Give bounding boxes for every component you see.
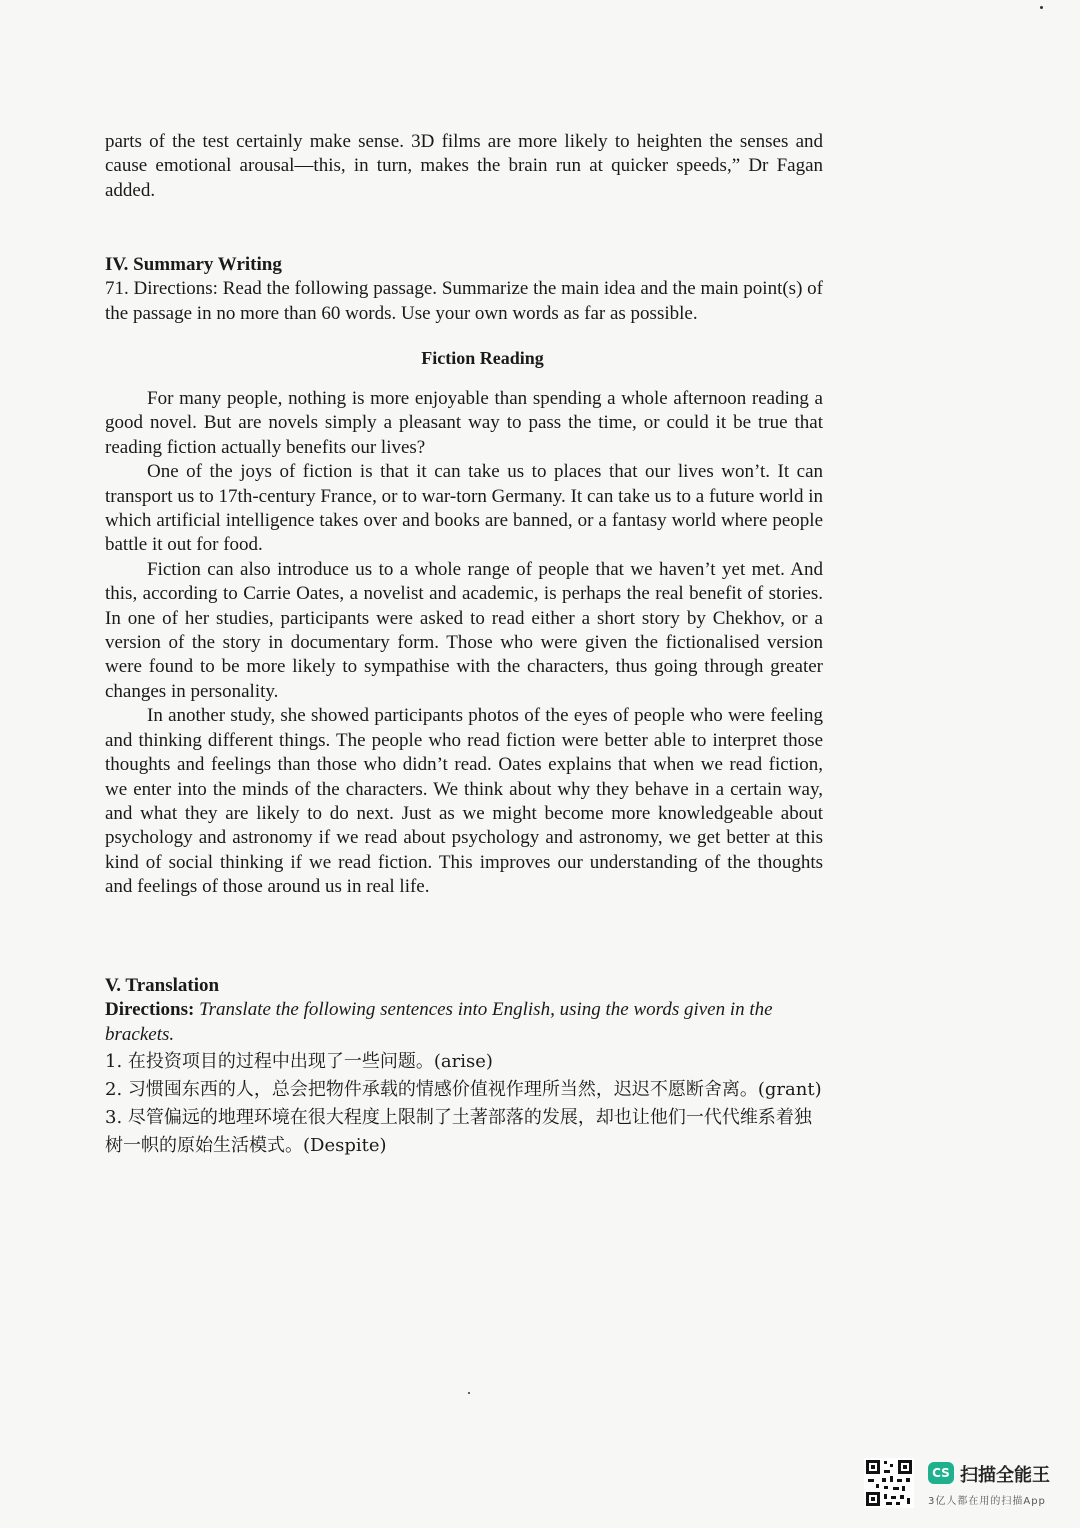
translation-items bbox=[105, 1048, 823, 1160]
section-summary-writing bbox=[105, 253, 823, 326]
cs-logo-icon: CS bbox=[928, 1462, 954, 1484]
passage-paragraph-3: Fiction can also introduce us to a whole range of people that we haven’t yet met. And this, according to Carrie Oates, a novelist and academic, is perhaps the real benefit of stories. In one of her studies, participants were asked to read either a short story by Chekhov, or a version of the story in documentary form. Those who were given the fictionalised version were found to be more likely to sympathise with the characters, thus going through greater changes in personality. bbox=[105, 558, 823, 702]
section-5-heading: V. Translation bbox=[105, 975, 220, 996]
translation-item-1: 1. 在投资项目的过程中出现了一些问题。(arise) bbox=[105, 1051, 493, 1072]
section-5-directions bbox=[105, 998, 823, 1047]
qr-code-icon bbox=[864, 1458, 914, 1508]
directions-text: Translate the following sentences into English, using the words given in the brackets. bbox=[105, 999, 773, 1045]
section-4-directions: 71. Directions: Read the following passage. Summarize the main idea and the main point(s) of the passage in no more than 60 words. Use your own words as far as possible. bbox=[105, 278, 823, 324]
section-translation bbox=[105, 974, 823, 1047]
passage-paragraph-2: One of the joys of fiction is that it can take us to places that our lives won’t. It can transport us to 17th-century France, or to war-torn Germany. It can take us to a future world in which artificial intelligence takes over and books are banned, or a fantasy world where people battle it out for food. bbox=[105, 461, 823, 556]
intro-paragraph: parts of the test certainly make sense. 3D films are more likely to heighten the senses and cause emotional arousal—this, in turn, makes the brain run at quicker speeds,” Dr Fagan added. bbox=[105, 131, 823, 201]
passage-body bbox=[105, 387, 823, 900]
section-4-heading: IV. Summary Writing bbox=[105, 254, 282, 275]
directions-label: Directions: bbox=[105, 999, 195, 1021]
passage-title: Fiction Reading bbox=[421, 348, 544, 368]
scan-speck bbox=[468, 1392, 470, 1394]
passage-paragraph-1: For many people, nothing is more enjoyable than spending a whole afternoon reading a good novel. But are novels simply a pleasant way to pass the time, or could it be true that reading fiction actually benefits our lives? bbox=[105, 388, 823, 458]
scanner-watermark bbox=[864, 1458, 1064, 1508]
watermark-brand: 扫描全能王 bbox=[960, 1465, 1050, 1486]
passage-paragraph-4: In another study, she showed participants photos of the eyes of people who were feeling and thinking different things. The people who read fiction were better able to interpret those thoughts and feelings than those who didn’t read. Oates explains that when we read fiction, we enter into the minds of the characters. We think about why they behave in a certain way, and what they are likely to do next. Just as we might become more knowledgeable about psychology and astronomy if we read about psychology and astronomy, we get better at this kind of social thinking if we read fiction. This improves our understanding of the thoughts and feelings of those around us in real life. bbox=[105, 705, 823, 898]
translation-item-2: 2. 习惯囤东西的人，总会把物件承载的情感价值视作理所当然，迟迟不愿断舍离。(grant) bbox=[105, 1079, 822, 1100]
watermark-tagline: 3亿人都在用的扫描App bbox=[928, 1496, 1046, 1507]
translation-item-3: 3. 尽管偏远的地理环境在很大程度上限制了土著部落的发展，却也让他们一代代维系着独树一帜的原始生活模式。(Despite) bbox=[105, 1107, 812, 1156]
scan-speck bbox=[1040, 6, 1043, 9]
